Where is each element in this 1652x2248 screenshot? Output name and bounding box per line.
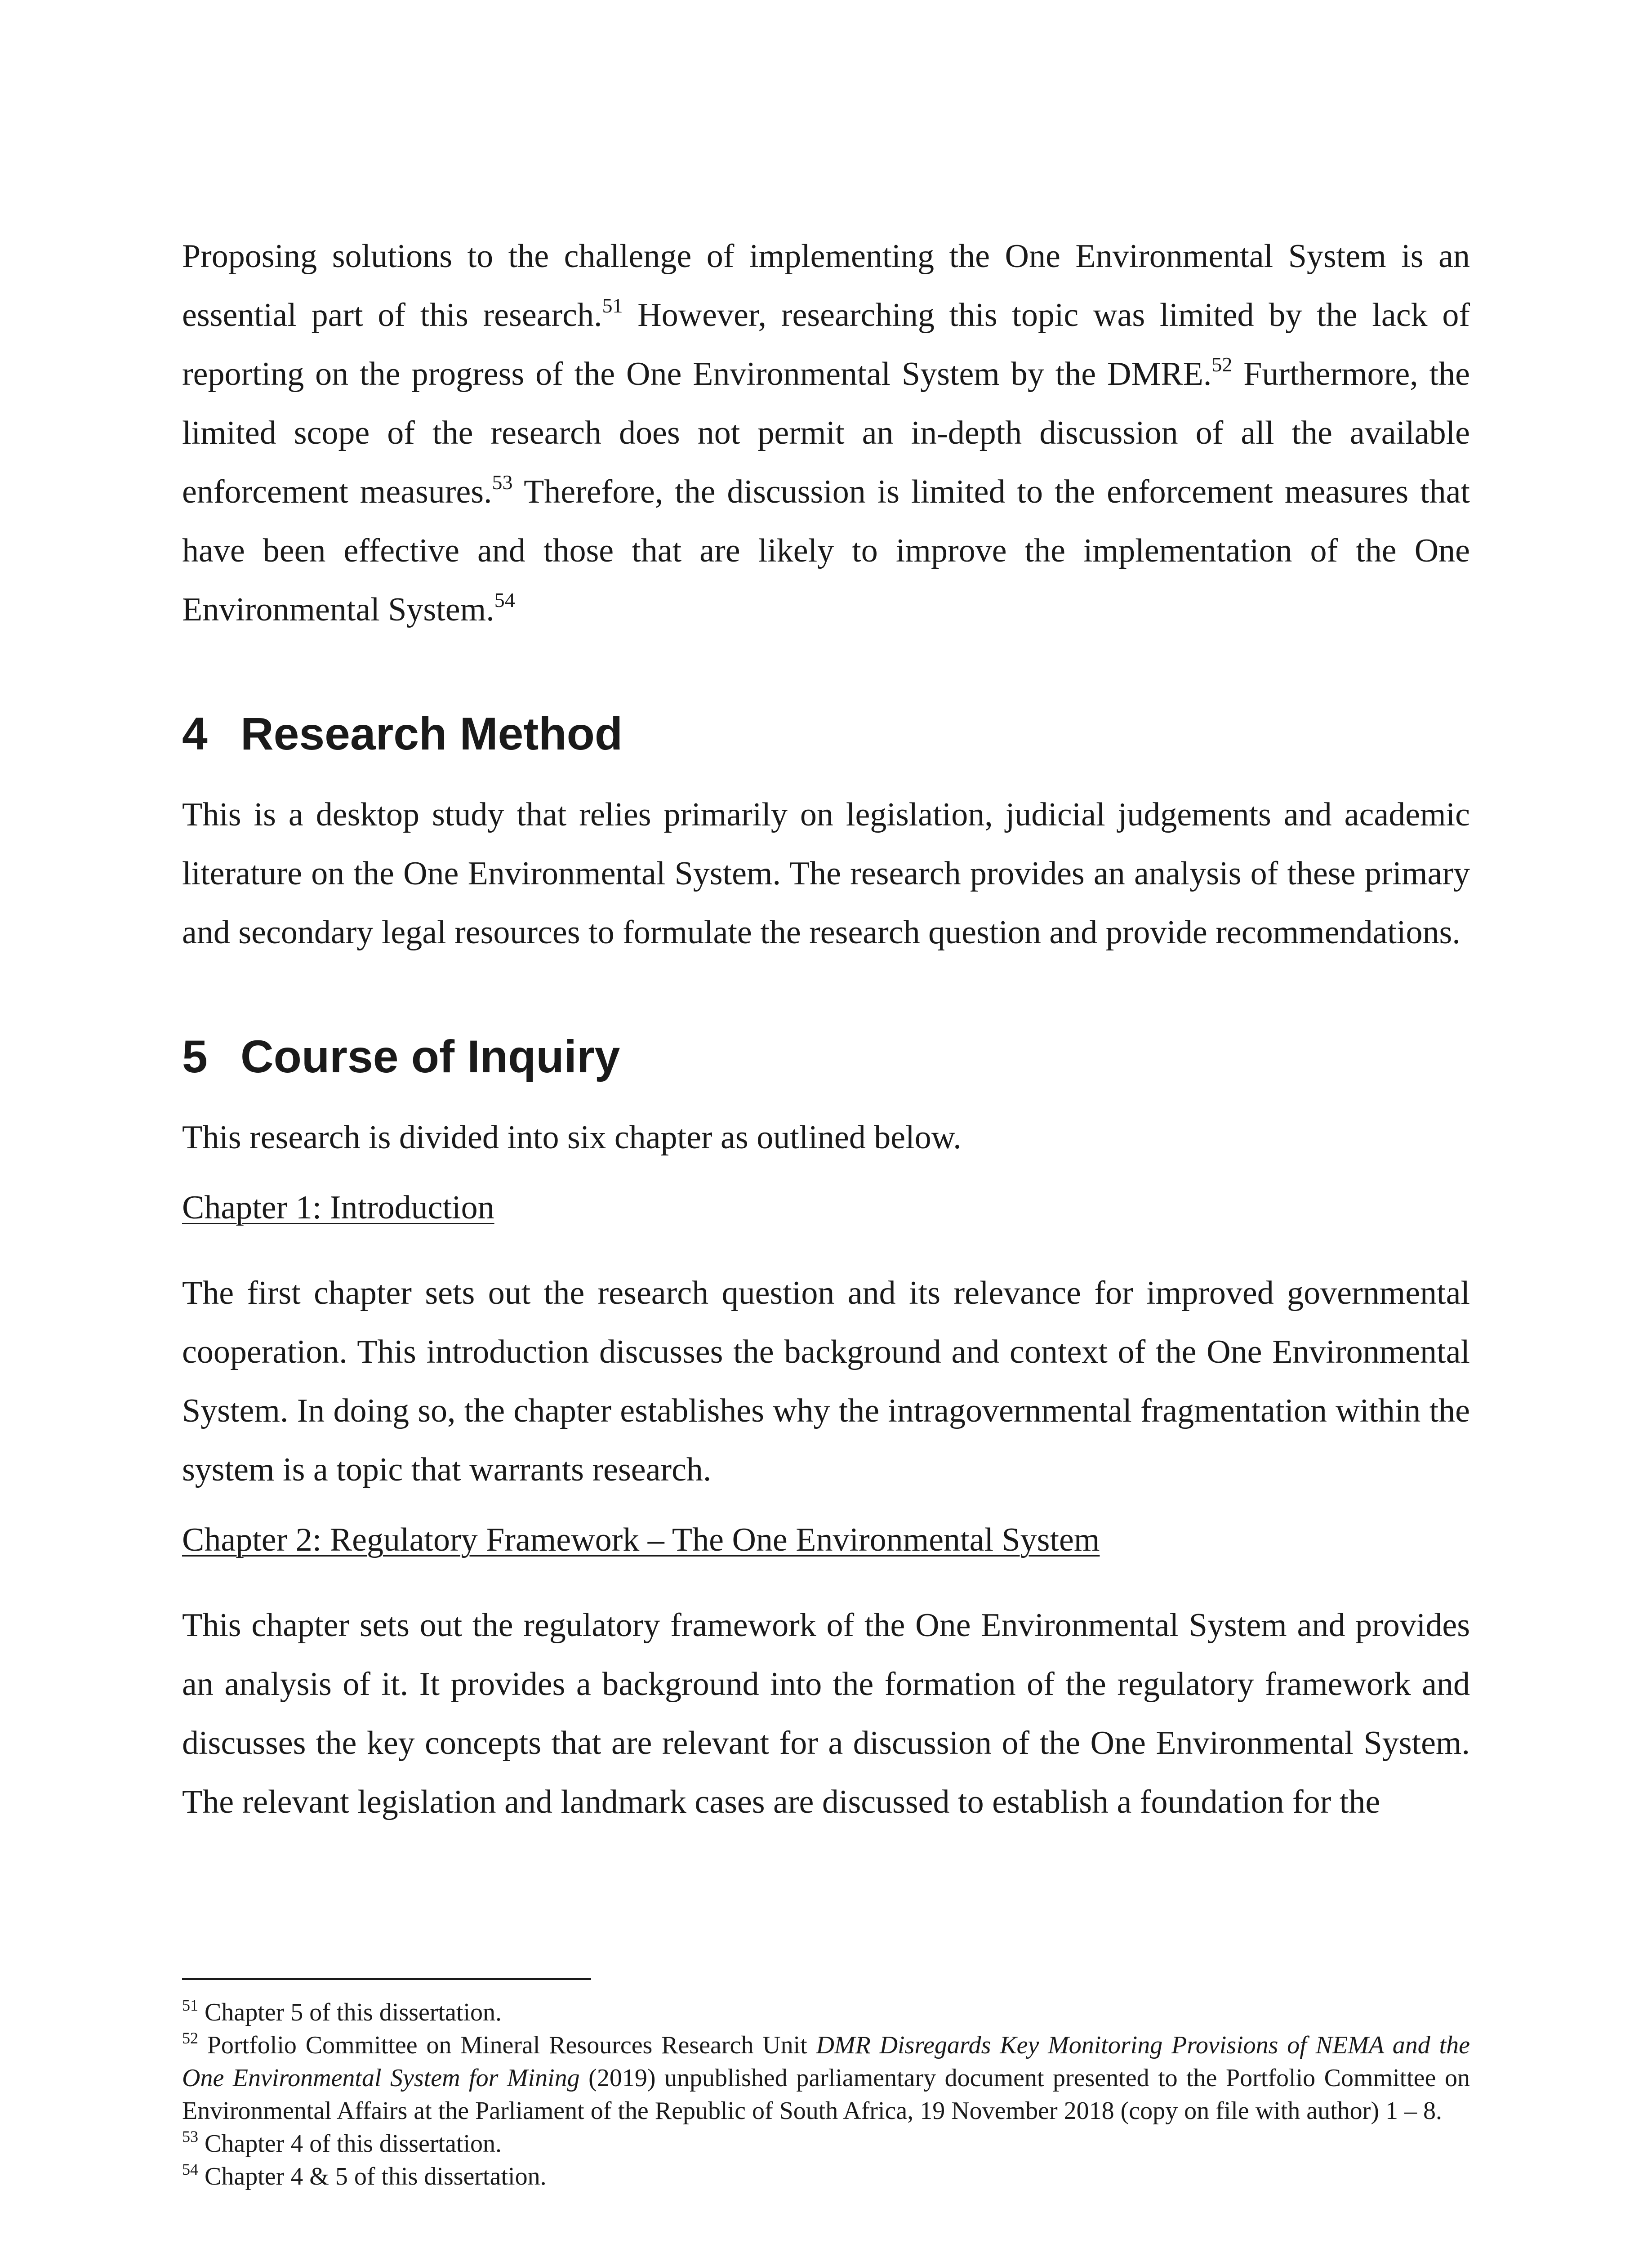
main-content [182, 227, 1470, 1832]
section-heading-research-method [182, 707, 1470, 761]
footnote-text: Chapter 5 of this dissertation. [198, 1998, 502, 2026]
paragraph-research-method: This is a desktop study that relies primarily on legislation, judicial judgements and academic literature on the One Environmental System. The research provides an analysis of these primary and secondary legal resources to formulate the research question and provide recommendations. [182, 796, 1470, 951]
footnote-ref[interactable]: 51 [602, 294, 623, 317]
paragraph-chapter-2: This chapter sets out the regulatory framework of the One Environmental System and provides an analysis of it. It provides a background into the formation of the regulatory framework and discusses the key concepts that are relevant for a discussion of the One Environmental System. The relevant legislation and landmark cases are discussed to establish a foundation for the [182, 1607, 1470, 1820]
footnote-number: 53 [182, 2128, 198, 2145]
paragraph-scope [182, 227, 1470, 639]
footnote-ref[interactable]: 52 [1211, 353, 1233, 376]
text-span: Therefore, the discussion is limited to the enforcement measures that have been effective and those that are likely to improve the implementation of the One Environmental System. [182, 473, 1470, 628]
footnote-54 [182, 2160, 1470, 2193]
footnote-ref[interactable]: 54 [494, 589, 515, 611]
footnotes [182, 1978, 1470, 2193]
footnote-text: Portfolio Committee on Mineral Resources Research Unit [198, 2031, 816, 2059]
paragraph-chapter-1: The first chapter sets out the research question and its relevance for improved governmental cooperation. This introduction discusses the background and context of the One Environmental System. In doing so, the chapter establishes why the intragovernmental fragmentation within the system is a topic that warrants research. [182, 1275, 1470, 1488]
paragraph-course-intro: This research is divided into six chapter as outlined below. [182, 1119, 962, 1156]
chapter-2-title: Chapter 2: Regulatory Framework – The One Environmental System [182, 1521, 1100, 1558]
footnote-separator [182, 1978, 591, 1980]
footnote-italic-title: DMR Disregards Key Monitoring Provisions of NEMA and the One Environmental System for Mining [182, 2031, 1470, 2092]
footnote-text: Chapter 4 of this dissertation. [198, 2130, 502, 2158]
footnote-ref[interactable]: 53 [492, 471, 513, 494]
footnote-51 [182, 1996, 1470, 2029]
footnote-number: 51 [182, 1996, 198, 2014]
footnote-52 [182, 2029, 1470, 2128]
footnote-53 [182, 2128, 1470, 2160]
text-span: Furthermore, the limited scope of the research does not permit an in-depth discussion of all the available enforcement measures. [182, 356, 1470, 510]
text-span: Proposing solutions to the challenge of implementing the One Environmental System is an essential part of this research. [182, 238, 1470, 334]
chapter-1-title: Chapter 1: Introduction [182, 1189, 494, 1226]
section-number: 5 [182, 1031, 208, 1082]
section-title: Research Method [240, 708, 623, 759]
section-number: 4 [182, 708, 208, 759]
footnote-number: 54 [182, 2160, 198, 2178]
footnote-number: 52 [182, 2029, 198, 2047]
section-title: Course of Inquiry [240, 1031, 620, 1082]
footnote-text: (2019) unpublished parliamentary document presented to the Portfolio Committee on Environmental Affairs at the Parliament of the Republic of South Africa, 19 November 2018 (copy on file with author) 1 – 8. [182, 2064, 1470, 2125]
footnote-text: Chapter 4 & 5 of this dissertation. [198, 2163, 547, 2190]
section-heading-course-of-inquiry [182, 1030, 1470, 1084]
text-span: However, researching this topic was limited by the lack of reporting on the progress of the One Environmental System by the DMRE. [182, 297, 1470, 393]
